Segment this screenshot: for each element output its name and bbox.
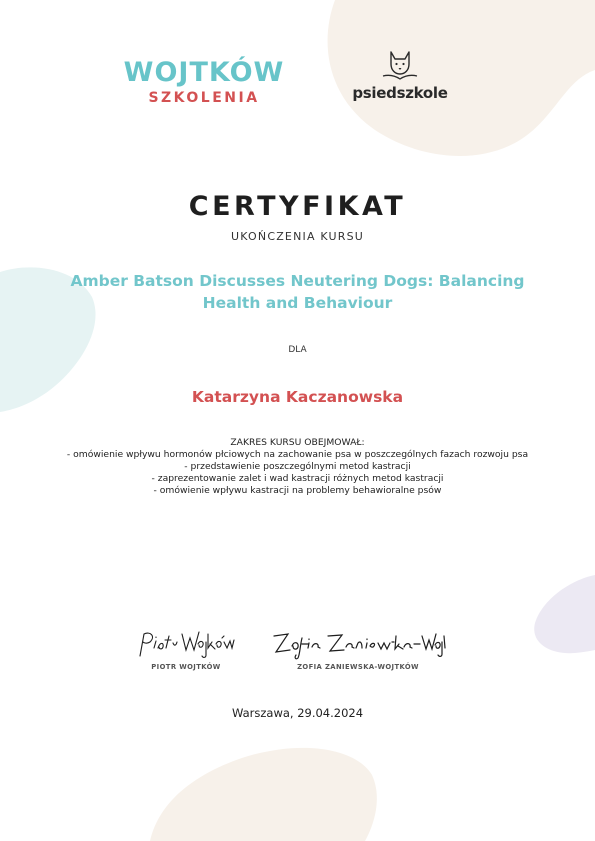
course-scope-item: - omówienie wpływu hormonów płciowych na zachowanie psa w poszczególnych fazach rozwoju psa bbox=[66, 449, 529, 460]
dog-head-icon bbox=[377, 48, 423, 82]
decorative-blob-bottom bbox=[150, 745, 380, 841]
for-label: DLA bbox=[288, 345, 307, 355]
signature-name-piotr: PIOTR WOJTKÓW bbox=[151, 663, 221, 671]
course-title: Amber Batson Discusses Neutering Dogs: Balancing Health and Behaviour bbox=[70, 272, 525, 312]
decorative-blob-right bbox=[530, 575, 595, 655]
signature-block-zofia bbox=[268, 628, 448, 672]
psiedszkole-wordmark: psiedszkole bbox=[352, 84, 448, 102]
certificate-title: CERTYFIKAT bbox=[188, 191, 407, 222]
signature-name-zofia: ZOFIA ZANIEWSKA-WOJTKÓW bbox=[297, 663, 419, 671]
signature-block-piotr bbox=[130, 628, 242, 672]
certificate-subtitle: UKOŃCZENIA KURSU bbox=[230, 230, 365, 243]
wojtkow-szkolenia-logo bbox=[104, 58, 304, 108]
handwritten-signature-piotr bbox=[136, 628, 236, 660]
decorative-blob-top-right bbox=[305, 0, 595, 160]
handwritten-signature-zofia bbox=[270, 628, 446, 660]
course-scope bbox=[45, 437, 550, 497]
course-scope-heading: ZAKRES KURSU OBEJMOWAŁ: bbox=[230, 437, 365, 448]
recipient-name: Katarzyna Kaczanowska bbox=[191, 388, 404, 406]
course-scope-item: - omówienie wpływu kastracji na problemy behawioralne psów bbox=[153, 485, 442, 496]
place-and-date: Warszawa, 29.04.2024 bbox=[231, 706, 364, 720]
wojtkow-logo-sub: SZKOLENIA bbox=[148, 90, 260, 106]
course-scope-item: - przedstawienie poszczególnymi metod kastracji bbox=[184, 461, 411, 472]
wojtkow-logo-brand: WOJTKÓW bbox=[123, 57, 285, 88]
psiedszkole-logo bbox=[352, 48, 448, 112]
course-scope-item: - zaprezentowanie zalet i wad kastracji różnych metod kastracji bbox=[151, 473, 444, 484]
